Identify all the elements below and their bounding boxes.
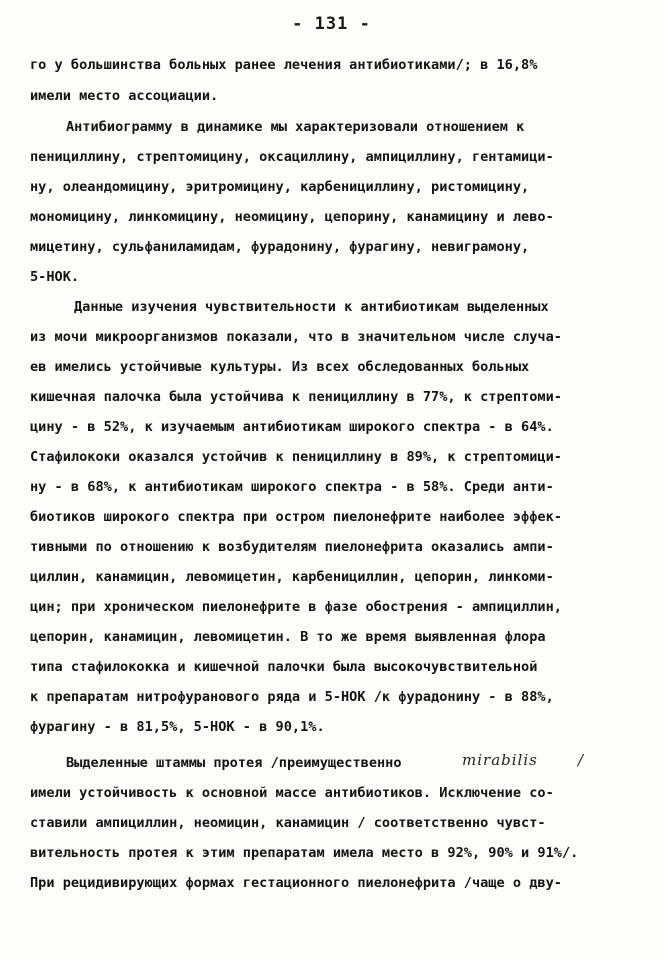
text-line: пенициллину, стрептомицину, оксациллину, ампициллину, гентамици- — [30, 149, 554, 165]
text-line: ну, олеандомицину, эритромицину, карбенициллину, ристомицину, — [30, 179, 530, 195]
text-line: ну - в 68%, к антибиотикам широкого спектра - в 58%. Среди анти- — [30, 479, 554, 495]
text-line: имели устойчивость к основной массе антибиотиков. Исключение со- — [30, 785, 554, 801]
text-line: цин; при хроническом пиелонефрите в фазе обострения - ампициллин, — [30, 599, 562, 615]
text-line: цепорин, канамицин, левомицетин. В то же время выявленная флора — [30, 629, 546, 645]
text-line: ев имелись устойчивые культуры. Из всех обследованных больных — [30, 359, 530, 375]
text-line: кишечная палочка была устойчива к пенициллину в 77%, к стрептоми- — [30, 389, 562, 405]
text-line: типа стафилококка и кишечной палочки была высокочувствительной — [30, 659, 538, 675]
text-line: к препаратам нитрофуранового ряда и 5-НОК /к фурадонину - в 88%, — [30, 689, 554, 705]
text-line: Антибиограмму в динамике мы характеризовали отношением к — [66, 119, 525, 135]
text-line: 5-НОК. — [30, 269, 80, 285]
handwritten-word: mirabilis — [462, 751, 538, 769]
page-number: - 131 - — [292, 14, 371, 34]
text-line: го у большинства больных ранее лечения антибиотиками/; в 16,8% — [30, 57, 538, 73]
text-line: имели место ассоциации. — [30, 88, 219, 104]
text-line: мицетину, сульфаниламидам, фурадонину, фурагину, невиграмону, — [30, 239, 530, 255]
handwritten-slash: / — [578, 751, 585, 769]
text-line: Выделенные штаммы протея /преимущественно — [66, 755, 402, 771]
text-line: При рецидивирующих формах гестационного пиелонефрита /чаще о дву- — [30, 875, 562, 891]
text-line: фурагину - в 81,5%, 5-НОК - в 90,1%. — [30, 719, 325, 735]
text-line: биотиков широкого спектра при остром пиелонефрите наиболее эффек- — [30, 509, 562, 525]
text-line: цину - в 52%, к изучаемым антибиотикам широкого спектра - в 64%. — [30, 419, 554, 435]
text-line: Данные изучения чувствительности к антибиотикам выделенных — [74, 299, 549, 315]
text-line: циллин, канамицин, левомицетин, карбенициллин, цепорин, линкоми- — [30, 569, 554, 585]
text-line: мономицину, линкомицину, неомицину, цепорину, канамицину и лево- — [30, 209, 554, 225]
text-line: Стафилококи оказался устойчив к пенициллину в 89%, к стрептомици- — [30, 449, 562, 465]
text-line: из мочи микроорганизмов показали, что в значительном числе случа- — [30, 329, 562, 345]
text-line: ставили ампициллин, неомицин, канамицин / соответственно чувст- — [30, 815, 546, 831]
text-line: тивными по отношению к возбудителям пиелонефрита оказались ампи- — [30, 539, 554, 555]
text-line: вительность протея к этим препаратам имела место в 92%, 90% и 91%/. — [30, 845, 579, 861]
